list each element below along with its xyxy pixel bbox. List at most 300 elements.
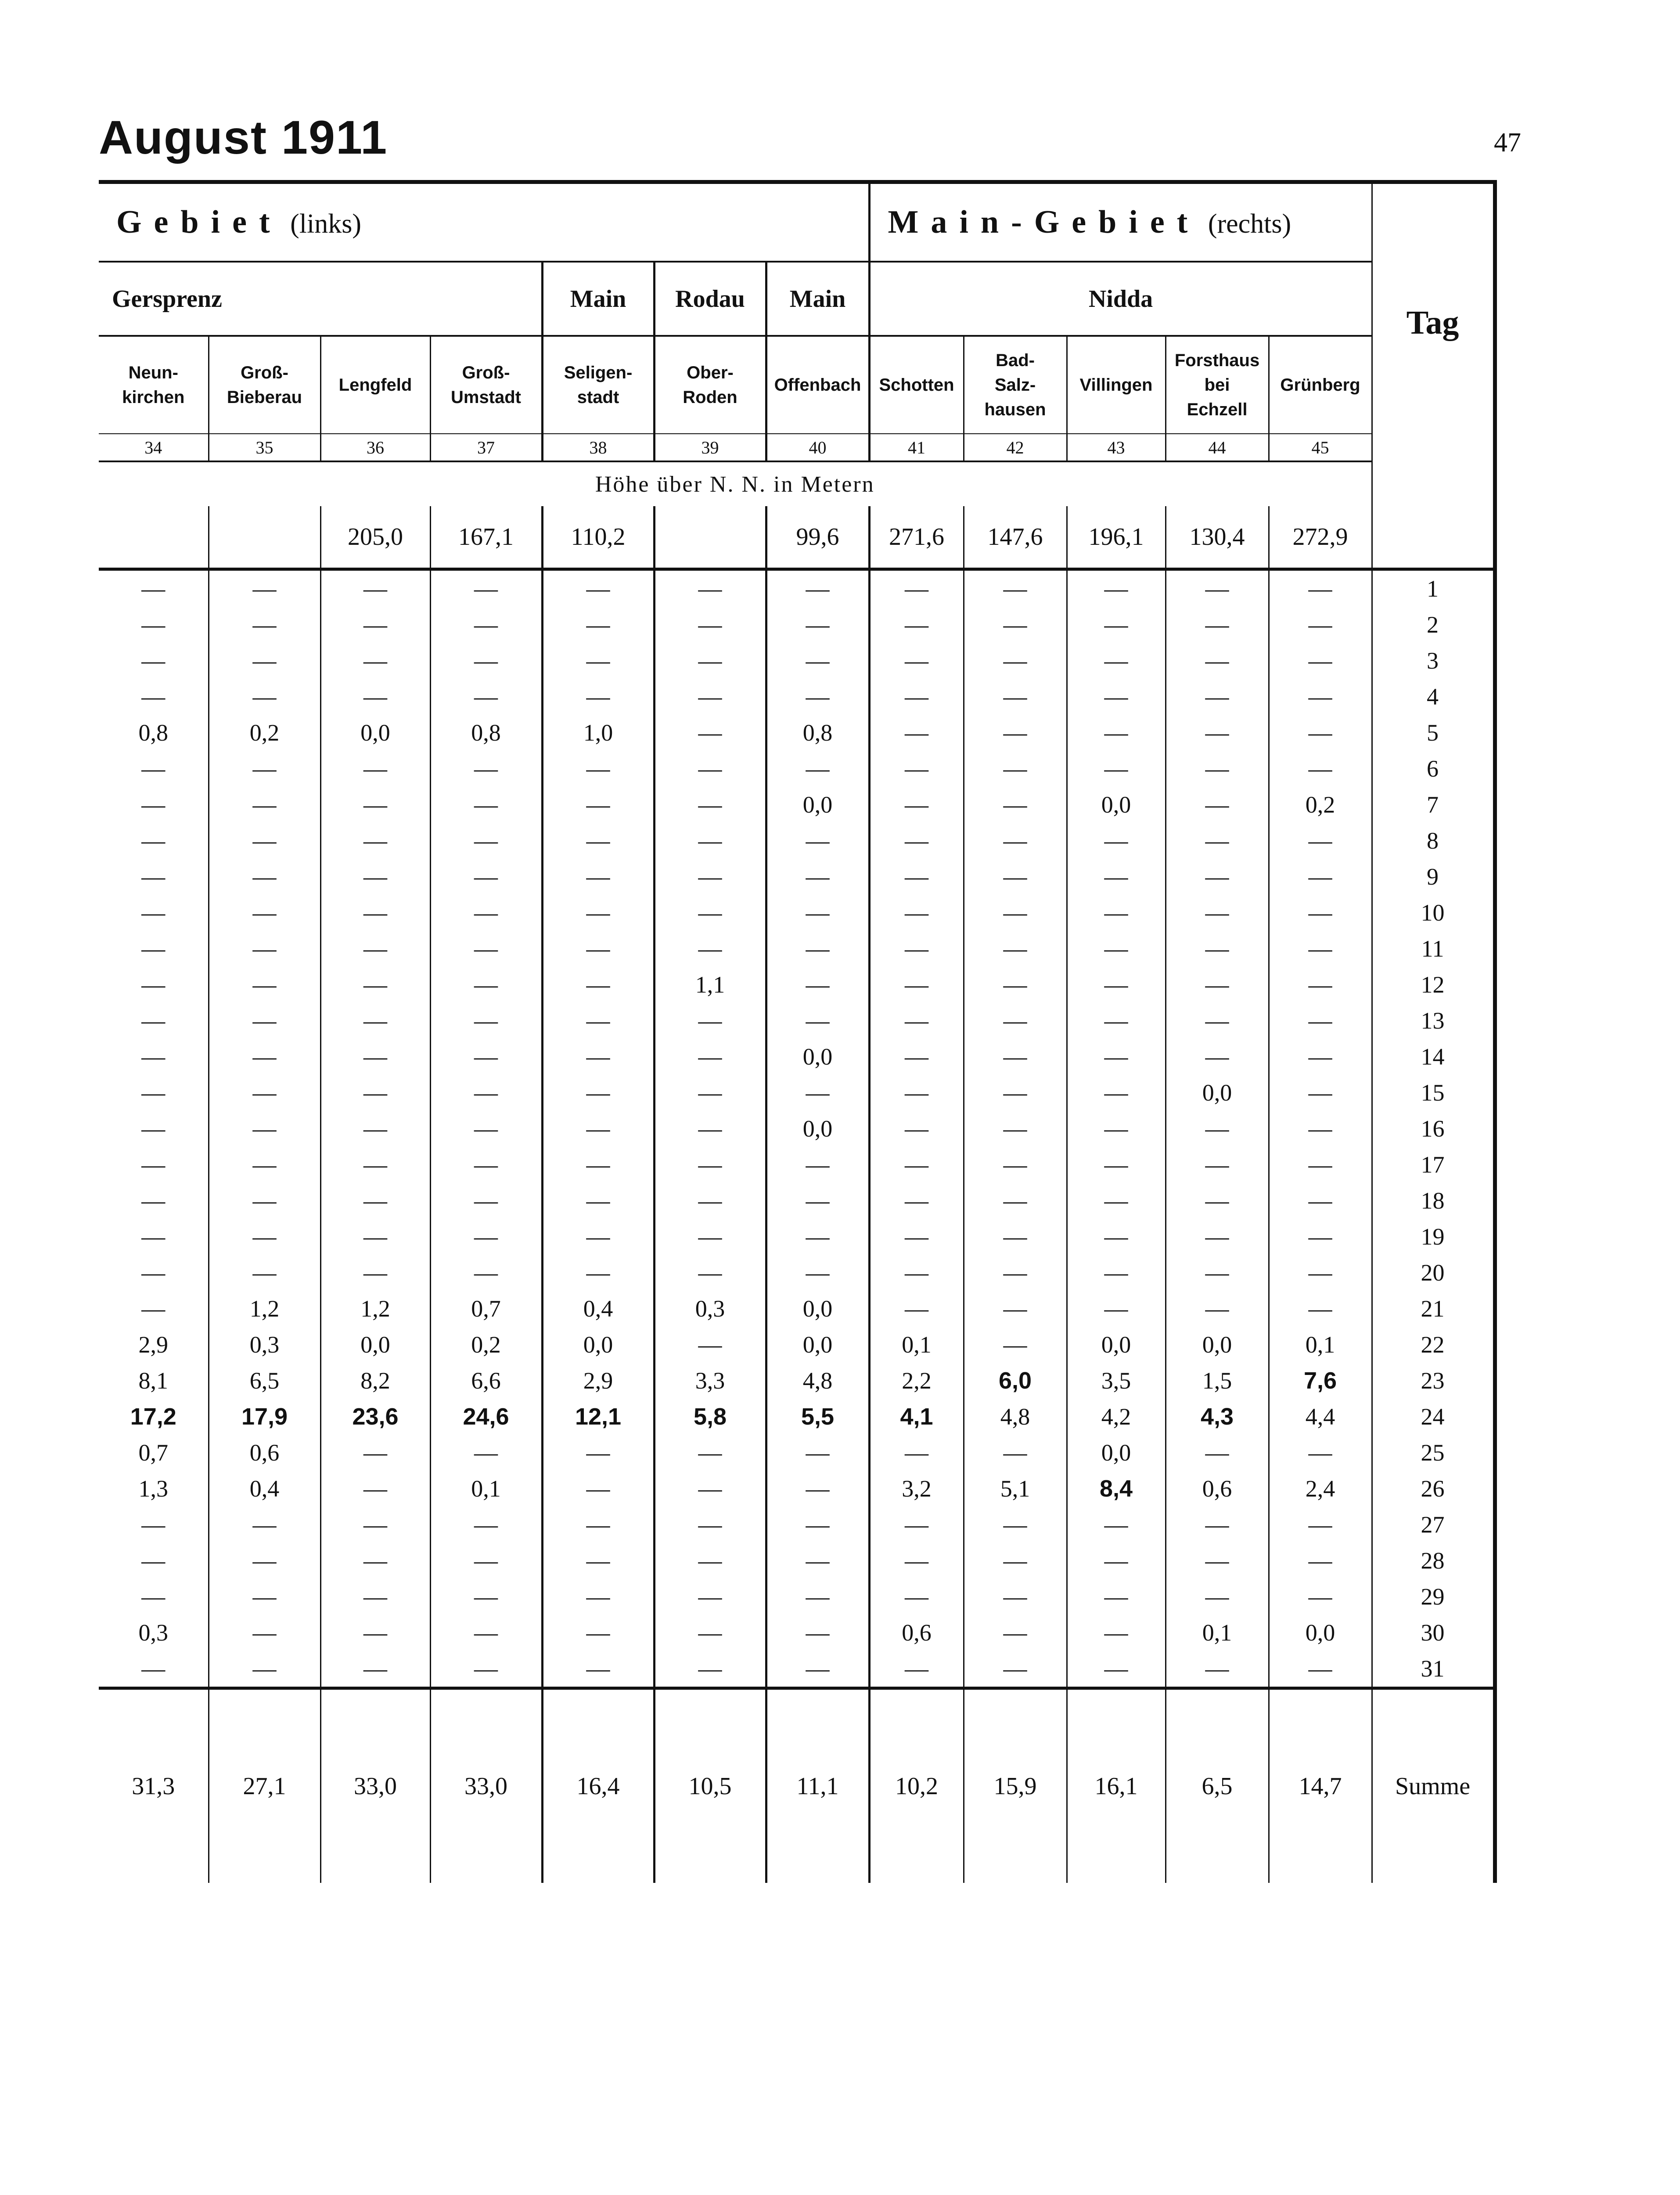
- precip-value: —: [209, 1003, 320, 1039]
- precip-value: 5,5: [766, 1399, 869, 1435]
- table-row: [99, 1399, 1495, 1435]
- station-name-line: Grünberg: [1280, 375, 1360, 395]
- precip-value: —: [1269, 895, 1372, 931]
- precip-value: —: [654, 1543, 766, 1579]
- precip-value: 0,0: [1166, 1327, 1269, 1363]
- precip-value: 0,7: [430, 1291, 542, 1327]
- precip-value: —: [1269, 569, 1372, 607]
- sum-value: 33,0: [430, 1688, 542, 1883]
- precip-value: —: [430, 1039, 542, 1075]
- day-number: 3: [1372, 643, 1495, 679]
- precip-value: —: [654, 1183, 766, 1219]
- precip-value: —: [542, 1255, 654, 1291]
- precip-value: —: [209, 1651, 320, 1688]
- station-header: [1269, 336, 1372, 434]
- sum-label: Summe: [1372, 1688, 1495, 1883]
- table-row: [99, 1183, 1495, 1219]
- column-number: 38: [542, 434, 654, 461]
- precip-value: —: [766, 823, 869, 859]
- precip-value: —: [869, 1507, 964, 1543]
- precip-value: —: [654, 1219, 766, 1255]
- precip-value: —: [209, 859, 320, 895]
- precip-value: —: [209, 607, 320, 643]
- precip-value: 0,8: [766, 715, 869, 751]
- station-name-line: Schotten: [879, 375, 954, 395]
- precip-value: 0,7: [138, 1439, 168, 1466]
- precip-value: —: [1269, 1543, 1372, 1579]
- precip-value: —: [141, 1008, 165, 1034]
- day-number: 4: [1372, 679, 1495, 715]
- precip-value: 3,5: [1067, 1363, 1166, 1399]
- day-number: 24: [1372, 1399, 1495, 1435]
- precip-value: —: [1269, 931, 1372, 967]
- elevation-value: 205,0: [320, 506, 430, 569]
- day-number: 15: [1372, 1075, 1495, 1111]
- station-name-line: Villingen: [1079, 375, 1153, 395]
- precip-value: —: [141, 900, 165, 926]
- precip-value: —: [1067, 1543, 1166, 1579]
- precip-value: —: [542, 1579, 654, 1615]
- precip-value: —: [1269, 823, 1372, 859]
- table-row: [99, 643, 1495, 679]
- precip-value: —: [869, 679, 964, 715]
- precip-value: 8,1: [138, 1367, 168, 1394]
- region-right-name: Main-Gebiet: [888, 204, 1200, 240]
- station-name-line: Groß-: [462, 363, 510, 382]
- precip-value: —: [964, 1075, 1067, 1111]
- precip-value: —: [430, 823, 542, 859]
- precip-value: 0,3: [209, 1327, 320, 1363]
- precip-value: —: [869, 569, 964, 607]
- day-number: 11: [1372, 931, 1495, 967]
- precip-value: —: [542, 1111, 654, 1147]
- precip-value: —: [430, 569, 542, 607]
- precip-value: 0,0: [1166, 1075, 1269, 1111]
- day-number: 25: [1372, 1435, 1495, 1471]
- precip-value: —: [766, 1543, 869, 1579]
- sum-row: [99, 1688, 1495, 1883]
- precip-value: —: [1269, 1507, 1372, 1543]
- sum-value: 33,0: [320, 1688, 430, 1883]
- precip-value: —: [654, 1075, 766, 1111]
- table-row: [99, 1075, 1495, 1111]
- precip-value: 5,8: [654, 1399, 766, 1435]
- precip-value: —: [320, 643, 430, 679]
- day-number: 22: [1372, 1327, 1495, 1363]
- precip-value: 0,6: [869, 1615, 964, 1651]
- precip-value: —: [1269, 1651, 1372, 1688]
- precip-value: —: [542, 967, 654, 1003]
- precip-value: —: [209, 823, 320, 859]
- column-number: 45: [1269, 434, 1372, 461]
- precip-value: 17,9: [209, 1399, 320, 1435]
- precip-value: —: [654, 751, 766, 787]
- precip-value: 7,6: [1269, 1363, 1372, 1399]
- precip-value: —: [320, 1075, 430, 1111]
- precip-value: 0,0: [1067, 1435, 1166, 1471]
- precip-value: —: [964, 1003, 1067, 1039]
- precip-value: —: [766, 1579, 869, 1615]
- precip-value: 1,0: [542, 715, 654, 751]
- precip-value: —: [869, 1219, 964, 1255]
- station-name-line: Seligen-: [564, 363, 633, 382]
- precip-value: —: [1269, 967, 1372, 1003]
- elevation-value: 196,1: [1067, 506, 1166, 569]
- precip-value: —: [654, 1327, 766, 1363]
- sum-value: 10,2: [869, 1688, 964, 1883]
- precip-value: —: [766, 1003, 869, 1039]
- table-row: [99, 1543, 1495, 1579]
- precip-value: —: [141, 1583, 165, 1610]
- precip-value: —: [1269, 679, 1372, 715]
- precip-value: —: [1269, 1183, 1372, 1219]
- precip-value: —: [869, 715, 964, 751]
- precip-value: —: [1269, 1147, 1372, 1183]
- precip-value: —: [320, 569, 430, 607]
- precip-value: —: [320, 1579, 430, 1615]
- precip-value: —: [542, 1471, 654, 1507]
- precip-value: —: [964, 679, 1067, 715]
- precip-value: —: [542, 1183, 654, 1219]
- precip-value: —: [1067, 1651, 1166, 1688]
- precip-value: —: [766, 643, 869, 679]
- column-number: 41: [869, 434, 964, 461]
- precip-value: —: [1067, 1039, 1166, 1075]
- precip-value: —: [542, 1435, 654, 1471]
- precip-value: —: [766, 1183, 869, 1219]
- precip-value: 0,0: [1067, 1327, 1166, 1363]
- precip-value: —: [1166, 679, 1269, 715]
- station-name-line: bei: [1204, 375, 1230, 395]
- precip-value: —: [320, 1615, 430, 1651]
- precip-value: —: [430, 1651, 542, 1688]
- precip-value: —: [964, 823, 1067, 859]
- precip-value: 0,0: [766, 1039, 869, 1075]
- precip-value: —: [1166, 1039, 1269, 1075]
- precip-value: —: [320, 679, 430, 715]
- precip-value: —: [869, 967, 964, 1003]
- precip-value: —: [766, 679, 869, 715]
- river-rodau: Rodau: [654, 262, 766, 336]
- elevation-value: [209, 506, 320, 569]
- precip-value: —: [869, 1255, 964, 1291]
- precip-value: —: [1067, 1219, 1166, 1255]
- table-row: [99, 1111, 1495, 1147]
- precip-value: —: [542, 751, 654, 787]
- precip-value: —: [1166, 859, 1269, 895]
- column-number: 35: [209, 434, 320, 461]
- precip-value: —: [1269, 715, 1372, 751]
- column-number: 36: [320, 434, 430, 461]
- precip-value: —: [964, 895, 1067, 931]
- day-number: 19: [1372, 1219, 1495, 1255]
- precip-value: —: [654, 1039, 766, 1075]
- precip-value: —: [430, 1075, 542, 1111]
- precip-value: —: [654, 1471, 766, 1507]
- region-header-row: [99, 182, 1495, 262]
- precip-value: —: [869, 643, 964, 679]
- precip-value: —: [542, 569, 654, 607]
- table-row: [99, 1507, 1495, 1543]
- station-name-line: hausen: [984, 400, 1046, 419]
- precip-value: —: [542, 1219, 654, 1255]
- precip-value: —: [1067, 823, 1166, 859]
- precip-value: —: [542, 1651, 654, 1688]
- precip-value: —: [1166, 823, 1269, 859]
- precip-value: —: [766, 931, 869, 967]
- precip-value: —: [320, 1003, 430, 1039]
- precip-value: —: [654, 679, 766, 715]
- precip-value: —: [141, 1115, 165, 1142]
- table-row: [99, 1003, 1495, 1039]
- station-name-line: Forsthaus: [1174, 351, 1260, 370]
- elevation-value: 130,4: [1166, 506, 1269, 569]
- precip-value: —: [964, 643, 1067, 679]
- precip-value: 0,0: [320, 1327, 430, 1363]
- precip-value: —: [320, 1219, 430, 1255]
- precip-value: —: [542, 643, 654, 679]
- precip-value: —: [964, 1219, 1067, 1255]
- precip-value: 4,4: [1269, 1399, 1372, 1435]
- precip-value: —: [542, 1543, 654, 1579]
- precip-value: —: [430, 1507, 542, 1543]
- precip-value: —: [964, 1111, 1067, 1147]
- precip-value: —: [209, 931, 320, 967]
- precip-value: —: [141, 1151, 165, 1178]
- table-row: [99, 1255, 1495, 1291]
- precip-value: —: [209, 1579, 320, 1615]
- elevation-value: 271,6: [869, 506, 964, 569]
- precip-value: —: [320, 823, 430, 859]
- precip-value: —: [320, 1651, 430, 1688]
- precip-value: 17,2: [130, 1403, 176, 1430]
- table-row: [99, 1615, 1495, 1651]
- table-row: [99, 1579, 1495, 1615]
- precip-value: —: [869, 859, 964, 895]
- precip-value: —: [654, 715, 766, 751]
- precip-value: —: [766, 569, 869, 607]
- precip-value: —: [141, 1080, 165, 1106]
- elevation-value: 167,1: [430, 506, 542, 569]
- station-header: [1166, 336, 1269, 434]
- precip-value: —: [430, 967, 542, 1003]
- precip-value: —: [766, 1219, 869, 1255]
- precip-value: —: [430, 859, 542, 895]
- precip-value: —: [964, 1255, 1067, 1291]
- precip-value: —: [766, 1471, 869, 1507]
- precip-value: 2,2: [869, 1363, 964, 1399]
- station-header: [209, 336, 320, 434]
- precip-value: —: [542, 823, 654, 859]
- precip-value: —: [1166, 1579, 1269, 1615]
- precip-value: —: [766, 859, 869, 895]
- precip-value: —: [1067, 1111, 1166, 1147]
- sum-value: 11,1: [766, 1688, 869, 1883]
- precip-value: 1,2: [320, 1291, 430, 1327]
- precip-value: —: [1166, 1291, 1269, 1327]
- day-number: 30: [1372, 1615, 1495, 1651]
- precip-value: 6,0: [964, 1363, 1067, 1399]
- precip-value: —: [869, 1651, 964, 1688]
- column-number: 42: [964, 434, 1067, 461]
- day-number: 29: [1372, 1579, 1495, 1615]
- table-row: [99, 1291, 1495, 1327]
- precip-value: —: [964, 1579, 1067, 1615]
- river-main-left: Main: [542, 262, 654, 336]
- elevation-value: 272,9: [1269, 506, 1372, 569]
- precip-value: —: [766, 1075, 869, 1111]
- table-row: [99, 931, 1495, 967]
- precip-value: —: [141, 864, 165, 890]
- table-row: [99, 715, 1495, 751]
- precip-value: —: [141, 576, 165, 602]
- precip-value: —: [542, 679, 654, 715]
- station-name-line: Bieberau: [227, 388, 302, 407]
- precip-value: —: [869, 1183, 964, 1219]
- precip-value: —: [209, 1507, 320, 1543]
- precip-value: 0,4: [209, 1471, 320, 1507]
- day-number: 10: [1372, 895, 1495, 931]
- precip-value: 0,6: [1166, 1471, 1269, 1507]
- precip-value: —: [654, 823, 766, 859]
- precip-value: 0,3: [138, 1619, 168, 1646]
- precip-value: —: [430, 1111, 542, 1147]
- precip-value: —: [869, 1003, 964, 1039]
- precip-value: —: [654, 1615, 766, 1651]
- table-row: [99, 895, 1495, 931]
- precip-value: —: [209, 1111, 320, 1147]
- precip-value: —: [141, 1259, 165, 1286]
- precip-value: —: [542, 931, 654, 967]
- precip-value: —: [430, 931, 542, 967]
- precip-value: —: [1067, 679, 1166, 715]
- precip-value: —: [320, 751, 430, 787]
- region-left: [99, 182, 869, 262]
- precip-value: 0,0: [766, 1327, 869, 1363]
- station-name-line: Ober-: [687, 363, 734, 382]
- precip-value: —: [430, 1219, 542, 1255]
- precip-value: —: [430, 1003, 542, 1039]
- precip-value: —: [1166, 1507, 1269, 1543]
- precip-value: —: [209, 679, 320, 715]
- precip-value: 3,2: [869, 1471, 964, 1507]
- day-number: 14: [1372, 1039, 1495, 1075]
- precip-value: —: [1269, 1039, 1372, 1075]
- precip-value: —: [1067, 967, 1166, 1003]
- region-left-note: (links): [290, 209, 361, 239]
- precip-value: —: [964, 931, 1067, 967]
- day-number: 7: [1372, 787, 1495, 823]
- precip-value: —: [654, 1507, 766, 1543]
- precip-value: —: [542, 895, 654, 931]
- station-header: [654, 336, 766, 434]
- table-row: [99, 607, 1495, 643]
- precip-value: —: [209, 569, 320, 607]
- table-row: [99, 1363, 1495, 1399]
- precip-value: —: [430, 1579, 542, 1615]
- precip-value: —: [1166, 569, 1269, 607]
- precip-value: 0,0: [542, 1327, 654, 1363]
- precip-value: —: [1166, 1183, 1269, 1219]
- precip-value: —: [209, 751, 320, 787]
- precip-value: —: [654, 1651, 766, 1688]
- precip-value: 0,8: [430, 715, 542, 751]
- precip-value: —: [430, 1435, 542, 1471]
- precip-value: 1,2: [209, 1291, 320, 1327]
- region-right: [869, 182, 1372, 262]
- station-header: [542, 336, 654, 434]
- precip-value: —: [766, 1615, 869, 1651]
- precip-value: —: [141, 1044, 165, 1070]
- precip-value: —: [209, 1219, 320, 1255]
- column-number: 44: [1166, 434, 1269, 461]
- station-name-line: kirchen: [122, 388, 185, 407]
- precip-value: —: [869, 1039, 964, 1075]
- day-number: 23: [1372, 1363, 1495, 1399]
- precip-value: —: [1166, 715, 1269, 751]
- station-header: [320, 336, 430, 434]
- precip-value: —: [1166, 751, 1269, 787]
- precip-value: —: [430, 679, 542, 715]
- precip-value: 4,2: [1067, 1399, 1166, 1435]
- day-number: 28: [1372, 1543, 1495, 1579]
- precip-value: —: [430, 643, 542, 679]
- precip-value: —: [209, 1255, 320, 1291]
- station-name-line: Bad-: [996, 351, 1035, 370]
- precip-value: —: [964, 787, 1067, 823]
- station-header: [430, 336, 542, 434]
- precip-value: —: [869, 895, 964, 931]
- precip-value: 0,2: [1269, 787, 1372, 823]
- precip-value: —: [1067, 643, 1166, 679]
- precip-value: —: [141, 756, 165, 782]
- precip-value: 4,8: [964, 1399, 1067, 1435]
- precip-value: —: [964, 1291, 1067, 1327]
- precip-value: —: [654, 607, 766, 643]
- elevation-label: Höhe über N. N. in Metern: [595, 471, 875, 497]
- day-number: 21: [1372, 1291, 1495, 1327]
- table-row: [99, 1039, 1495, 1075]
- precip-value: —: [141, 612, 165, 638]
- day-number: 17: [1372, 1147, 1495, 1183]
- precip-value: —: [869, 1291, 964, 1327]
- precip-value: —: [1269, 751, 1372, 787]
- precip-value: 3,3: [654, 1363, 766, 1399]
- table-row: [99, 859, 1495, 895]
- precip-value: —: [1166, 1219, 1269, 1255]
- precip-value: —: [1269, 1111, 1372, 1147]
- precip-value: —: [542, 1003, 654, 1039]
- table-row: [99, 1147, 1495, 1183]
- precip-value: 4,1: [869, 1399, 964, 1435]
- station-name-line: Neun-: [128, 363, 178, 382]
- precip-value: —: [1269, 1219, 1372, 1255]
- precip-value: —: [869, 787, 964, 823]
- precip-value: —: [964, 1183, 1067, 1219]
- precip-value: —: [964, 967, 1067, 1003]
- precip-value: —: [320, 1147, 430, 1183]
- table-row: [99, 1435, 1495, 1471]
- precip-value: —: [1166, 931, 1269, 967]
- precip-value: —: [141, 1655, 165, 1682]
- precip-value: —: [964, 1147, 1067, 1183]
- station-header-row: [99, 336, 1495, 434]
- station-header: [869, 336, 964, 434]
- precip-value: —: [1269, 1435, 1372, 1471]
- precip-value: —: [1269, 1255, 1372, 1291]
- precip-value: —: [542, 1075, 654, 1111]
- precip-value: —: [766, 607, 869, 643]
